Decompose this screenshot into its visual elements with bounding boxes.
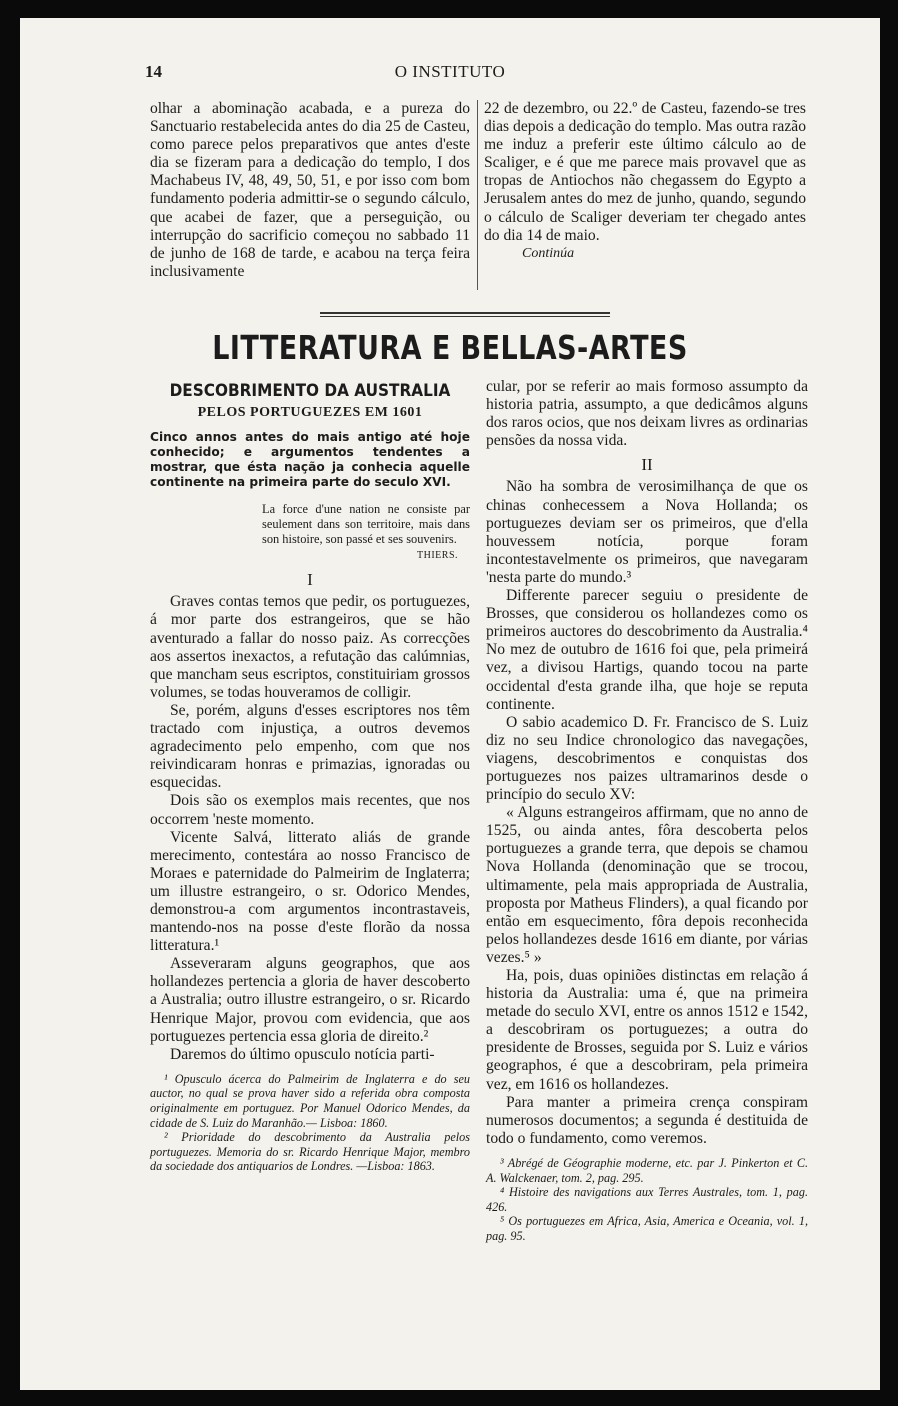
quote-paragraph: « Alguns estrangeiros affirmam, que no anno de 1525, ou ainda antes, fôra descoberta pelos portuguezes a grande terra, que depois se chamou Nova Hollanda (denominação que se trocou, ultimamente, pela mais appropriada de Australia, proposta por Matheus Flinders), a qual ficando por então em esquecimento, fôra depois reconhecida pelos hollandezes desde 1616 em diante, por várias vezes.⁵ » <box>486 804 808 966</box>
paragraph: Para manter a primeira crença conspiram numerosos documentos; a segunda é destituida de todo o fundamento, como veremos. <box>486 1093 808 1147</box>
paragraph: Vicente Salvá, litterato aliás de grande merecimento, contestára ao nosso Francisco de Moraes e paternidade do Palmeirim de Inglaterra; um illustre estrangeiro, o sr. Odorico Mendes, demonstrou-a com argumentos incontrastaveis, mantendo-nos na posse d'este florão da nossa litteratura.¹ <box>150 828 470 955</box>
section-rule-thin <box>320 316 610 317</box>
paragraph-continued: cular, por se referir ao mais formoso assumpto da historia patria, assumpto, a que dedicâmos alguns dos raros ocios, que nos deixam livres as ordinarias pensões da nossa vida. <box>486 378 808 450</box>
footnotes-left <box>150 1072 470 1174</box>
top-right-column <box>484 100 806 263</box>
article-left-column <box>150 378 470 1174</box>
page-header <box>20 62 880 86</box>
article-subtitle: PELOS PORTUGUEZES EM 1601 <box>197 405 423 421</box>
paragraph: Graves contas temos que pedir, os portuguezes, á mor parte dos estrangeiros, que se hão aventurado a fallar do nosso paiz. As correcções aos assertos inexactos, a refutação das calúmnias, que mancham seus escriptos, constituiriam grossos volumes, se todas houveramos de colligir. <box>150 593 470 701</box>
epigraph-author: THIERS. <box>417 550 458 562</box>
footnote: ¹ Opusculo ácerca do Palmeirim de Inglaterra e do seu auctor, no qual se prova haver sido a referida obra composta originalmente em portuguez. Por Manuel Odorico Mendes, da cidade de S. Luiz do Maranhão.— Lisboa: 1860. <box>150 1071 470 1130</box>
paragraph: Dois são os exemplos mais recentes, que nos occorrem 'neste momento. <box>150 792 470 828</box>
paragraph: Se, porém, alguns d'esses escriptores nos têm tractado com injustiça, a outros devemos agradecimento pelo empenho, com que nos reivindicaram honras e primazias, ignoradas ou esquecidas. <box>150 701 470 792</box>
paragraph: Daremos do último opusculo notícia parti- <box>170 1045 435 1063</box>
paragraph: Ha, pois, duas opiniões distinctas em relação á historia da Australia: uma é, que na primeira metade do seculo XVI, entre os annos 1512 e 1542, a descobriram os portuguezes; a outra do presidente de Brosses, seguida por S. Luiz e vários geographos, é que a descobriram, pela primeira vez, em 1616 os hollandezes. <box>486 967 808 1093</box>
article-title: DESCOBRIMENTO DA AUSTRALIA <box>169 381 451 401</box>
top-left-column <box>150 100 470 281</box>
page-number: 14 <box>145 62 162 81</box>
footnote: ⁴ Histoire des navigations aux Terres Australes, tom. 1, pag. 426. <box>486 1185 808 1214</box>
paragraph: Não ha sombra de verosimilhança de que os chinas conhecessem a Nova Hollanda; os portuguezes deviam ser os primeiros, que d'ella houvessem notícia, porque foram incontestavelmente os primeiros, que navegaram 'nesta parte do mundo.³ <box>486 478 808 586</box>
top-left-text: olhar a abominação acabada, e a pureza do Sanctuario restabelecida antes do dia 25 de Casteu, como parece pelos preparativos que antes d'este dia se fizeram para a dedicação do templo, I dos Machabeus IV, 48, 49, 50, 51, e por isso com bom fundamento poderia admittir-se o segundo cálculo, que acabei de fazer, que a perseguição, ou interrupção do sacrificio começou no sabbado 11 de junho de 168 de tarde, e acabou na terça feira inclusivamente <box>150 100 470 280</box>
paragraph: Differente parecer seguiu o presidente de Brosses, que considerou os hollandezes como os primeiros auctores do descobrimento da Australia.⁴ No mez de outubro de 1616 foi que, pela primeirá vez, a divisou Hartigs, quando tocou na parte occidental d'esta grande ilha, que hoje se reputa continente. <box>486 587 808 713</box>
section-title: LITTERATURA E BELLAS-ARTES <box>212 328 688 367</box>
paragraph: Asseveraram alguns geographos, que aos hollandezes pertencia a gloria de haver descoberto a Australia; outro illustre estrangeiro, o sr. Ricardo Henrique Major, provou com evidencia, que aos portuguezes pertencia essa gloria de direito.² <box>150 955 470 1045</box>
footnote: ³ Abrégé de Géographie moderne, etc. par J. Pinkerton et C. A. Walckenaer, tom. 2, pag. 295. <box>486 1155 808 1185</box>
section-rule <box>320 312 610 314</box>
journal-name: O INSTITUTO <box>394 62 506 81</box>
article-right-column <box>486 378 808 1244</box>
footnotes-right <box>486 1156 808 1244</box>
document-page <box>20 18 880 1390</box>
epigraph: La force d'une nation ne consiste par seulement dans son territoire, mais dans son histoire, son passé et ses souvenirs. <box>262 502 470 547</box>
paragraph: O sabio academico D. Fr. Francisco de S. Luiz diz no seu Indice chronologico das navegações, viagens, descobrimentos e conquistas dos portuguezes nos paizes ultramarinos desde o princípio do seculo XV: <box>486 713 808 804</box>
continua-label: Continúa <box>522 245 575 261</box>
section-number-2: II <box>641 455 653 475</box>
footnote: ² Prioridade do descobrimento da Australia pelos portuguezes. Memoria do sr. Ricardo Henrique Major, membro da sociedade dos antiquarios de Londres. —Lisboa: 1863. <box>150 1130 470 1174</box>
top-right-text: 22 de dezembro, ou 22.º de Casteu, fazendo-se tres dias depois a dedicação do templo. Mas outra razão me induz a preferir este último cálculo ao de Scaliger, e é que me parece mais provavel que as tropas de Antiochos não chegassem do Egypto a Jerusalem antes do mez de junho, quando, segundo o cálculo de Scaliger deveriam ter chegado antes do dia 14 de maio. <box>484 100 806 244</box>
section-number-1: I <box>307 570 313 590</box>
column-divider <box>477 100 478 290</box>
article-summary: Cinco annos antes do mais antigo até hoje conhecido; e argumentos tendentes a mostrar, que ésta nação ja conhecia aquelle continente na primeira parte do seculo XVI. <box>150 430 470 490</box>
footnote: ⁵ Os portuguezes em Africa, Asia, America e Oceania, vol. 1, pag. 95. <box>486 1214 808 1243</box>
